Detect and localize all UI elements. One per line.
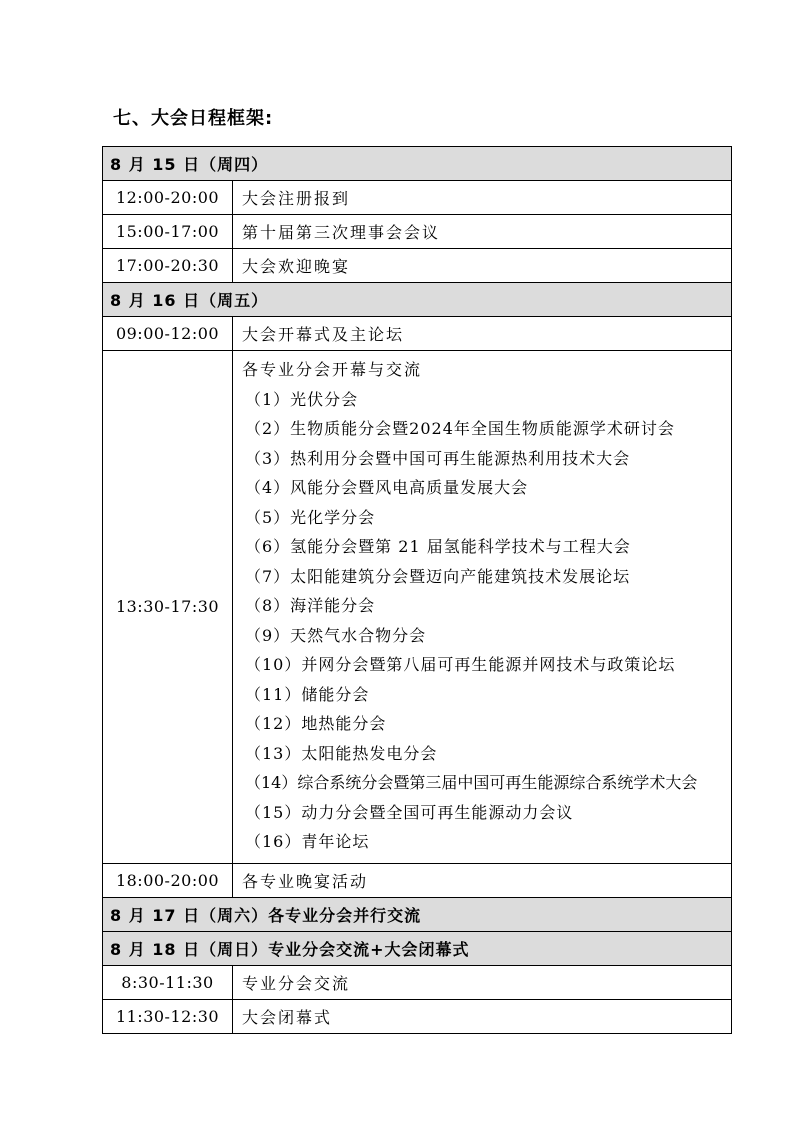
- sub-event-item: （1）光伏分会: [245, 389, 359, 409]
- sub-event-item: （5）光化学分会: [245, 507, 376, 527]
- day-header-row: [103, 931, 732, 965]
- day-header-row: [103, 147, 732, 181]
- sub-event-item: （6）氢能分会暨第 21 届氢能科学技术与工程大会: [245, 537, 631, 556]
- sub-event-item: （11）储能分会: [245, 684, 370, 704]
- time-cell: 11:30-12:30: [103, 999, 233, 1033]
- schedule-row: [103, 965, 732, 999]
- time-cell: 18:00-20:00: [103, 863, 233, 897]
- event-cell: 大会闭幕式: [233, 999, 732, 1033]
- schedule-row: [103, 215, 732, 249]
- sub-event-item: （15）动力分会暨全国可再生能源动力会议: [245, 802, 574, 822]
- schedule-row: [103, 999, 732, 1033]
- sub-event-item: （16）青年论坛: [245, 832, 370, 851]
- sub-event-item: （3）热利用分会暨中国可再生能源热利用技术大会: [245, 448, 631, 468]
- sub-event-item: （13）太阳能热发电分会: [245, 743, 438, 763]
- schedule-row: [103, 317, 732, 351]
- schedule-row: [103, 351, 732, 864]
- sub-event-item: （10）并网分会暨第八届可再生能源并网技术与政策论坛: [245, 655, 676, 674]
- event-cell: 第十届第三次理事会会议: [233, 215, 732, 249]
- sub-event-item: （14）综合系统分会暨第三届中国可再生能源综合系统学术大会: [245, 773, 698, 792]
- day-header: 8 月 16 日（周五）: [103, 283, 732, 317]
- sub-event-item: （4）风能分会暨风电高质量发展大会: [245, 478, 529, 497]
- time-cell: 15:00-17:00: [103, 215, 233, 249]
- time-cell: 17:00-20:30: [103, 249, 233, 283]
- section-title: 七、大会日程框架:: [113, 108, 274, 129]
- day-header-row: [103, 897, 732, 931]
- sub-event-item: （9）天然气水合物分会: [245, 625, 427, 645]
- sub-event-item: （2）生物质能分会暨2024年全国生物质能源学术研讨会: [245, 419, 675, 438]
- event-cell: 大会开幕式及主论坛: [233, 317, 732, 351]
- event-heading: 各专业分会开幕与交流: [242, 360, 423, 379]
- time-cell: 09:00-12:00: [103, 317, 233, 351]
- schedule-table: [102, 146, 732, 1034]
- schedule-row: [103, 249, 732, 283]
- day-header: 8 月 15 日（周四）: [103, 147, 732, 181]
- event-cell: 大会欢迎晚宴: [233, 249, 732, 283]
- time-cell: 8:30-11:30: [103, 965, 233, 999]
- event-cell-multiline: [233, 351, 732, 864]
- sub-event-item: （12）地热能分会: [245, 714, 387, 733]
- day-header: 8 月 17 日（周六）各专业分会并行交流: [103, 897, 732, 931]
- sub-event-item: （8）海洋能分会: [245, 596, 376, 615]
- time-cell: 13:30-17:30: [103, 351, 233, 864]
- event-cell: 专业分会交流: [233, 965, 732, 999]
- event-cell: 大会注册报到: [233, 181, 732, 215]
- day-header: 8 月 18 日（周日）专业分会交流+大会闭幕式: [103, 931, 732, 965]
- schedule-row: [103, 181, 732, 215]
- sub-event-item: （7）太阳能建筑分会暨迈向产能建筑技术发展论坛: [245, 566, 631, 586]
- schedule-row: [103, 863, 732, 897]
- time-cell: 12:00-20:00: [103, 181, 233, 215]
- event-cell: 各专业晚宴活动: [233, 863, 732, 897]
- day-header-row: [103, 283, 732, 317]
